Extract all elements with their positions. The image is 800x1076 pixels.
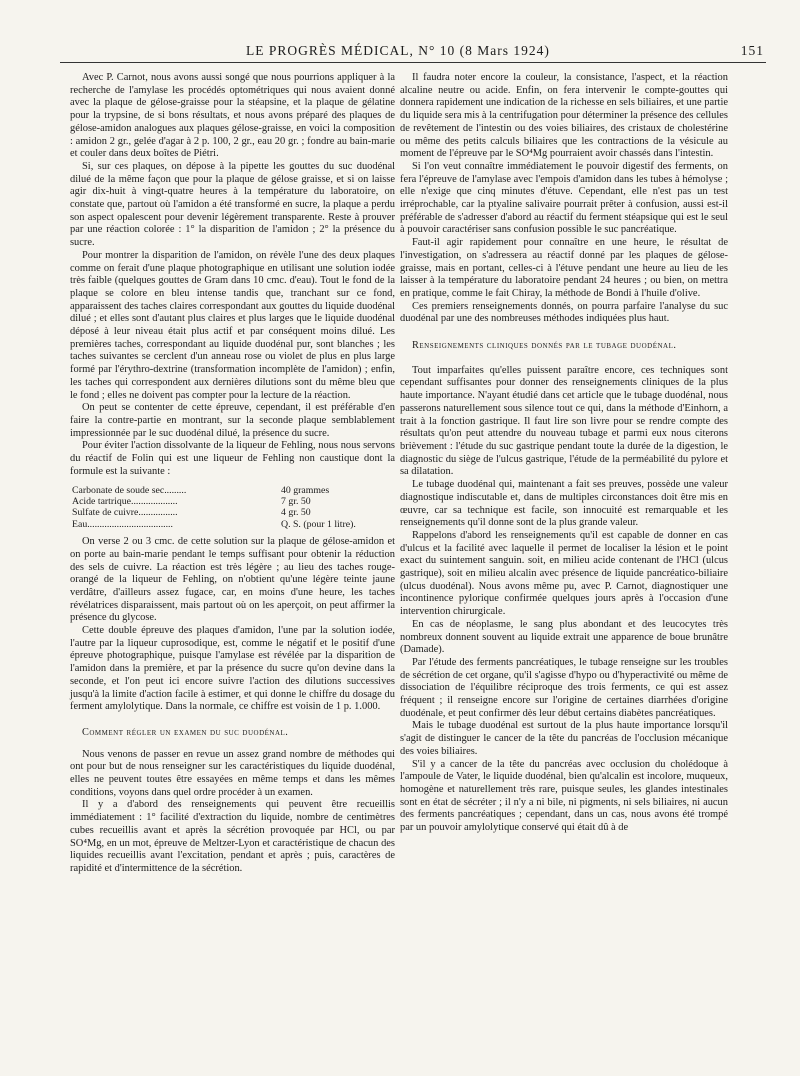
paragraph: Avec P. Carnot, nous avons aussi songé que nous pourrions appliquer à la recherche de l'amylase les procédés optométriques qui nous avaient donné avec la plaque de gélose-graisse pour la stéapsine, et la plaque de gélatine pour la trypsine, de si bons résultats, et nous avons préparé des plaques de gélose-amidon analogues aux plaques gélose-graisse, en voici la composition : amidon 2 gr., gelée d'agar à 2 p. 100, 2 gr., eau 20 gr. ; fondre au bain-marie et couler dans deux boîtes de Piétri. [70, 72, 395, 160]
running-header [60, 40, 766, 63]
folin-reagent-formula [72, 485, 356, 531]
paragraph: En cas de néoplasme, le sang plus abondant et des leucocytes très nombreux donnent souvent au liquide extrait une apparence de boue brunâtre (Damade). [400, 618, 728, 656]
paragraph: Pour éviter l'action dissolvante de la liqueur de Fehling, nous nous servons du réactif de Folin qui est une liqueur de Fehling non caustique dont la formule est la suivante : [70, 440, 395, 477]
paragraph: Faut-il agir rapidement pour connaître en une heure, le résultat de l'investigation, on s'adressera au réactif donné par les plaques de gélose-graisse, mais en portant, celles-ci à l'étuve pendant une heure au lieu de les laisser à la température du laboratoire pendant 24 heures ; ou bien, on mettra en pratique, comme le fait Chiray, la méthode de Bondi à l'huile d'olive. [400, 237, 728, 299]
formula-row [72, 485, 356, 496]
formula-row [72, 496, 356, 507]
formula-row [72, 507, 356, 518]
paragraph: On peut se contenter de cette épreuve, cependant, il est préférable d'en faire la contre-partie en montrant, sur la seconde plaque semblablement impressionnée par le suc duodénal dilué, la présence du sucre. [70, 402, 395, 439]
paragraph: Tout imparfaites qu'elles puissent paraître encore, ces techniques sont cependant suffisantes pour donner des renseignements cliniques de la plus haute importance. N'ayant étudié dans cet article que le tubage duodénal, nous passerons naturellement sous silence tout ce qui, dans la méthode d'Einhorn, a trait à la fonction gastrique. Il faut lire son livre pour se rendre compte des résultats qu'on peut attendre du nouveau tubage et parmi eux nous citerons brièvement : l'étude du suc gastrique pendant toute la durée de la digestion, le diagnostic du siège de l'ulcus gastrique, l'étude de la perméabilité du pylore et sa dilatation. [400, 364, 728, 478]
section-heading: Comment régler un examen du suc duodénal. [82, 726, 289, 738]
paragraph: Le tubage duodénal qui, maintenant a fait ses preuves, possède une valeur diagnostique indiscutable et, dans de multiples circonstances doit être mis en œuvre, car sa technique est facile, son innocuité est remarquable et les renseignements qu'il donne sont de la plus grande valeur. [400, 479, 728, 529]
paragraph: Si l'on veut connaître immédiatement le pouvoir digestif des ferments, on fera l'épreuve de l'amylase avec l'empois d'amidon dans les tubes à hémolyse ; elle n'exige que cinq minutes d'étuve. Cependant, elle n'est pas un test irréprochable, car la ptyaline salivaire pourrait prêter à confusion, aussi est-il préférable de s'adresser d'abord au réactif du ferment stéapsique qui est le seul à pouvoir caractériser sans confusion possible le suc pancréatique. [400, 160, 728, 236]
paragraph: Rappelons d'abord les renseignements qu'il est capable de donner en cas d'ulcus et la facilité avec laquelle il permet de localiser la lésion et le point exact du suintement sanguin. soit, en milieu acide contenant de l'HCl (ulcus gastrique), soit en milieu alcalin avec présence de liquide pancréatico-biliaire (ulcus duodénal). Nous avons même pu, avec P. Carnot, diagnostiquer une incontinence pylorique confirmée quelques jours après à l'occasion d'une intervention chirurgicale. [400, 529, 728, 618]
ingredient-name: Sulfate de cuivre................ [72, 507, 178, 519]
paragraph: Par l'étude des ferments pancréatiques, le tubage renseigne sur les troubles de sécrétion de cet organe, qu'il s'agisse d'hypo ou d'hyperactivité ou même de dissociation de l'équilibre réciproque des trois ferments, ce qui est assez fréquent ; il renseigne encore sur l'origine de certaines diarrhées d'origine duodénale, et peut confirmer dès leur début certains diabètes pancréatiques. [400, 656, 728, 719]
ingredient-quantity: 40 grammes [281, 484, 330, 496]
ingredient-name: Acide tartrique................... [72, 495, 178, 507]
paragraph: Si, sur ces plaques, on dépose à la pipette les gouttes du suc duodénal dilué de la même façon que pour la plaque de gélose graisse, et si on laisse agir dix-huit à vingt-quatre heures à la température du laboratoire, on constate que, partout où l'amidon a été transformé en sucre, la plaque a perdu son aspect opalescent pour devenir légèrement transparente. Reste à prouver par une réaction colorée : 1° la disparition de l'amidon ; 2° la présence du sucre. [70, 160, 395, 249]
ingredient-name: Carbonate de soude sec......... [72, 484, 187, 496]
paragraph: Nous venons de passer en revue un assez grand nombre de méthodes qui ont pour but de nous renseigner sur les caractéristiques du liquide duodénal, elles ne peuvent toutes être essayées en même temps et dans les mêmes conditions, voyons dans quel ordre procéder à un examen. [70, 748, 395, 798]
ingredient-quantity: 7 gr. 50 [281, 495, 311, 507]
paragraph: Cette double épreuve des plaques d'amidon, l'une par la solution iodée, l'autre par la liqueur cuprosodique, est, comme le négatif et le positif d'une épreuve photographique, puisque l'amylase est révélée par la disparition de l'amidon dans la première, et par la présence du sucre qu'on devine dans la seconde, et l'on peut ici encore suivre l'action des dilutions successives jusqu'à la limite d'action facile à estimer, et qui donne le chiffre du dosage du ferment amylolytique. Dans la normale, ce chiffre est voisin de 1 p. 1.000. [70, 625, 395, 713]
right-column [400, 72, 728, 835]
left-column [70, 72, 395, 876]
paragraph: On verse 2 ou 3 cmc. de cette solution sur la plaque de gélose-amidon et on porte au bain-marie pendant le temps suffisant pour obtenir la réduction des sels de cuivre. La réaction est très légère ; au lieu des taches rouge-orangé de la liqueur de Fehling, on n'obtient qu'une légère teinte jaune verdâtre, d'ailleurs assez fugace, car, en moins d'une heure, les taches révélatrices disparaissent, mais partout où on les aperçoit, on peut affirmer la présence du glycose. [70, 536, 395, 624]
running-title: LE PROGRÈS MÉDICAL, N° 10 (8 Mars 1924) [246, 43, 550, 58]
paragraph: S'il y a cancer de la tête du pancréas avec occlusion du cholédoque à l'ampoule de Vater, le liquide duodénal, bien qu'alcalin est incolore, muqueux, homogène et naturellement très rare, puisque seules, les glandes intestinales sont en état de sécréter ; il n'y a ni bile, ni pigments, ni sels biliaires, ni aucun des ferments pancréatiques ; cependant, dans un cas, nous avons été trompé par un pouvoir amylolytique conservé qui était dû à de [400, 758, 728, 834]
formula-row [72, 519, 356, 530]
page-number: 151 [740, 43, 764, 58]
paragraph: Pour montrer la disparition de l'amidon, on révèle l'une des deux plaques comme on ferait d'une plaque photographique en utilisant une solution iodée très faible (quelques gouttes de Gram dans 10 cmc. d'eau). Tout le fond de la plaque se colore en bleu intense tandis que, tranchant sur ce fond, apparaissent des taches claires correspondant aux gouttes du liquide duodénal dilué ; et elles sont d'autant plus claires et plus larges que le liquide duodénal déposé à leur niveau était plus actif et par conséquent moins dilué. Les premières taches, correspondant au liquide duodénal pur, sont blanches ; les taches suivantes se cerclent d'un anneau rose ou violet de plus en plus large formé par l'érythro-dextrine (transformation incomplète de l'amidon) ; enfin, les taches qui correspondent aux dernières dilutions sont du même bleu que le fond ; elles ne doivent pas compter pour la lecture de la réaction. [70, 249, 395, 401]
ingredient-quantity: 4 gr. 50 [281, 507, 311, 519]
paragraph: Il y a d'abord des renseignements qui peuvent être recueillis immédiatement : 1° facilité d'extraction du liquide, nombre de centimètres cubes recueillis avant et après la sécrétion provoquée par HCl, ou par SO⁴Mg, en un mot, épreuve de Meltzer-Lyon et caractéristique de chacun des liquides recueillis avant l'excitation, pendant et après ; puis, caractères de rapidité et d'intermittence de la sécrétion. [70, 799, 395, 874]
ingredient-name: Eau................................... [72, 518, 173, 530]
paragraph: Ces premiers renseignements donnés, on pourra parfaire l'analyse du suc duodénal par une des nombreuses méthodes indiquées plus haut. [400, 300, 728, 325]
paragraph: Mais le tubage duodénal est surtout de la plus haute importance lorsqu'il s'agit de distinguer le cancer de la tête du pancréas de l'occlusion mécanique des voies biliaires. [400, 720, 728, 757]
paragraph: Il faudra noter encore la couleur, la consistance, l'aspect, et la réaction alcaline neutre ou acide. Enfin, on fera intervenir le compte-gouttes qui donnera rapidement une indication de la richesse en sels biliaires, et une partie du liquide sera mis à la centrifugation pour déterminer la présence des cellules de revêtement de l'intestin ou des voies biliaires, des cristaux de cholestérine ou même des petits calculs biliaires que les contractions de la vésicule au moment de l'épreuve par le SO⁴Mg pourraient avoir chassés dans l'intestin. [400, 72, 728, 160]
ingredient-quantity: Q. S. (pour 1 litre). [281, 518, 356, 530]
section-heading: Renseignements cliniques donnés par le tubage duodénal. [412, 340, 677, 352]
